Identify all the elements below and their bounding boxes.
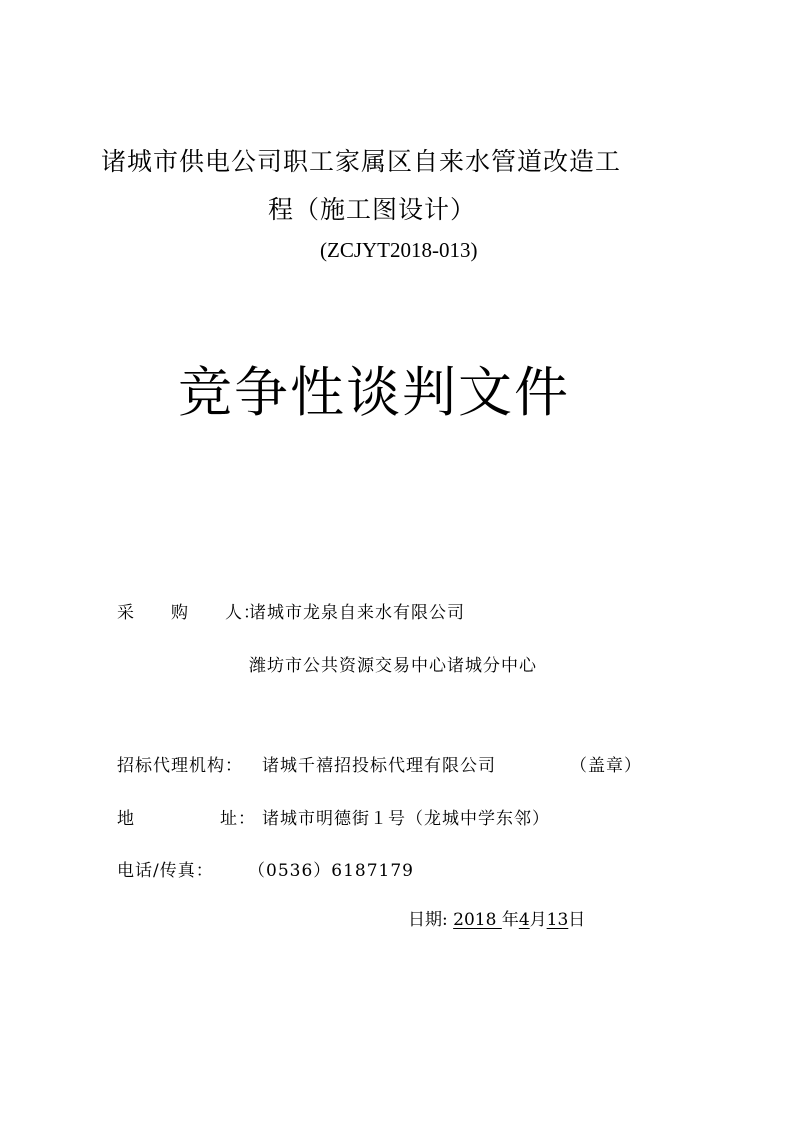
phone-fax-value: （0536）6187179 (248, 861, 414, 881)
agency-label: 招标代理机构： (117, 756, 243, 776)
address-label-part-1: 地 (117, 809, 135, 829)
project-title-line-1: 诸城市供电公司职工家属区自来水管道改造工 (101, 147, 622, 176)
date-year: 2018 (453, 910, 502, 930)
purchaser-name: 诸城市龙泉自来水有限公司 (249, 603, 465, 623)
date-year-unit: 年 (501, 910, 519, 930)
project-title-line-2: 程（施工图设计） (268, 195, 477, 224)
co-organizer-name: 潍坊市公共资源交易中心诸城分中心 (249, 656, 537, 676)
date-month-unit: 月 (529, 910, 547, 930)
date-day: 13 (546, 910, 569, 930)
project-code: (ZCJYT2018-013) (320, 238, 478, 262)
date-line (408, 905, 585, 930)
seal-note: （盖章） (570, 756, 642, 776)
purchaser-label: 采 购 人： (117, 603, 261, 623)
phone-fax-label: 电话/传真： (117, 861, 214, 881)
date-day-unit: 日 (568, 910, 586, 930)
address-value: 诸城市明德街１号（龙城中学东邻） (262, 809, 550, 829)
date-prefix: 日期: (408, 910, 454, 930)
date-month: 4 (518, 910, 530, 930)
agency-name: 诸城千禧招投标代理有限公司 (262, 756, 496, 776)
document-type-heading: 竞争性谈判文件 (178, 361, 570, 424)
address-label-part-2: 址： (220, 809, 256, 829)
